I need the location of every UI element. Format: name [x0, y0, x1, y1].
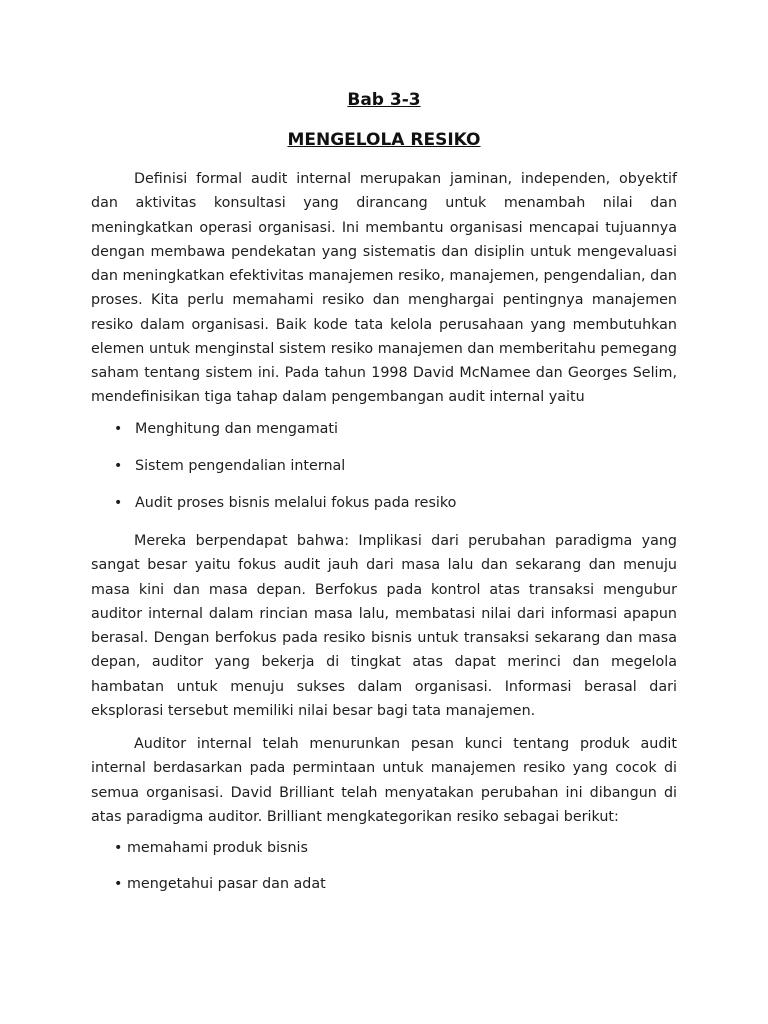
paragraph-definition: Definisi formal audit internal merupakan jaminan, independen, obyektif dan aktivitas konsultasi yang dirancang untuk menambah nilai dan meningkatkan operasi organisasi. Ini membantu organisasi mencapai tujuannya dengan membawa pendekatan yang sistematis dan disiplin untuk mengevaluasi dan meningkatkan efektivitas manajemen resiko, manajemen, pengendalian, dan proses. Kita perlu memahami resiko dan menghargai pentingnya manajemen resiko dalam organisasi. Baik kode tata kelola perusahaan yang membutuhkan elemen untuk menginstal sistem resiko manajemen dan memberitahu pemegang saham tentang sistem ini. Pada tahun 1998 David McNamee dan Georges Selim, mendefinisikan tiga tahap dalam pengembangan audit internal yaitu: [91, 171, 677, 406]
paragraph-paradigm: Mereka berpendapat bahwa: Implikasi dari perubahan paradigma yang sangat besar yaitu fokus audit jauh dari masa lalu dan sekarang dan menuju masa kini dan masa depan. Berfokus pada kontrol atas transaksi mengubur auditor internal dalam rincian masa lalu, membatasi nilai dari informasi apapun berasal. Dengan berfokus pada resiko bisnis untuk transaksi sekarang dan masa depan, auditor yang bekerja di tingkat atas dapat merinci dan megelola hambatan untuk menuju sukses dalam organisasi. Informasi berasal dari eksplorasi tersebut memiliki nilai besar bagi tata manajemen.: [91, 533, 677, 719]
bullet-icon: •: [114, 495, 123, 511]
section-title: MENGELOLA RESIKO: [287, 130, 481, 150]
list-item-text: Menghitung dan mengamati: [135, 421, 338, 437]
bullet-icon: •: [114, 458, 123, 474]
list-item-text: Sistem pengendalian internal: [135, 458, 346, 474]
bullet-icon: •: [114, 421, 123, 437]
list-item: • mengetahui pasar dan adat: [114, 876, 326, 892]
list-item: • memahami produk bisnis: [114, 840, 308, 856]
paragraph-auditor-message: Auditor internal telah menurunkan pesan kunci tentang produk audit internal berdasarkan pada permintaan untuk manajemen resiko yang cocok di semua organisasi. David Brilliant telah menyatakan perubahan ini dibangun di atas paradigma auditor. Brilliant mengkategorikan resiko sebagai berikut:: [91, 736, 677, 825]
list-item-text: Audit proses bisnis melalui fokus pada resiko: [135, 495, 457, 511]
chapter-heading: Bab 3-3: [347, 90, 421, 110]
